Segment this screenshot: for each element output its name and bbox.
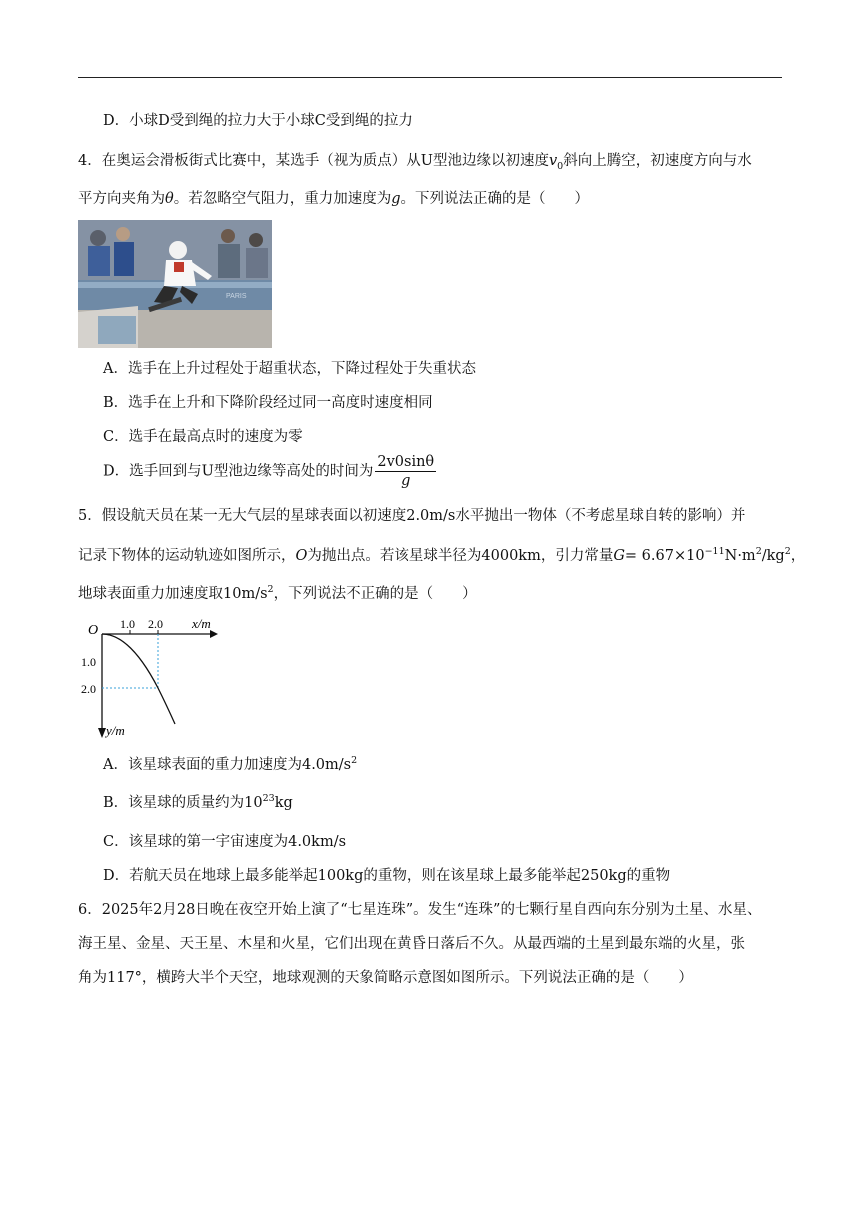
graph-y-tick-2: 2.0 (81, 682, 96, 696)
q3-option-d[interactable]: D．小球D受到绳的拉力大于小球C受到绳的拉力 (103, 113, 413, 129)
trajectory-graph (78, 612, 228, 742)
q6-stem-line3: 角为117°，横跨大半个天空，地球观测的天象简略示意图如图所示。下列说法正确的是（ ） (78, 970, 693, 986)
q4-option-c[interactable]: C．选手在最高点时的速度为零 (103, 429, 303, 445)
q5-stem-line3: 地球表面重力加速度取$10m/s^2$，下列说法不正确的是（ ） (78, 584, 477, 602)
graph-origin-label: O (88, 623, 99, 638)
q4-stem-line1: 4．在奥运会滑板街式比赛中，某选手（视为质点）从U型池边缘以初速度$v_0$斜向上腾空，初速度方向与水 (78, 153, 752, 172)
q5-option-b[interactable]: B．该星球的质量约为$10^{23}kg$ (103, 793, 293, 811)
q4-stem-line2: 平方向夹角为θ。若忽略空气阻力，重力加速度为g。下列说法正确的是（ ） (78, 191, 590, 207)
graph-y-tick-1: 1.0 (81, 655, 96, 669)
graph-x-tick-2: 2.0 (148, 617, 163, 631)
q5-option-a[interactable]: A．该星球表面的重力加速度为$4.0m/s^2$ (103, 755, 358, 773)
graph-x-tick-1: 1.0 (120, 617, 135, 631)
q6-stem-line1: 6．2025年2月28日晚在夜空开始上演了“七星连珠”。发生“连珠”的七颗行星自西向东分别为土星、水星、 (78, 902, 762, 918)
header-rule (78, 77, 782, 78)
graph-y-axis-label: y/m (106, 723, 125, 738)
q5-stem-line2: 记录下物体的运动轨迹如图所示，O为抛出点。若该星球半径为4000km，引力常量$G= 6.67\times 10^{-11}N\cdot m^2/kg^2$， (78, 546, 806, 564)
q5-option-d[interactable]: D．若航天员在地球上最多能举起100kg的重物，则在该星球上最多能举起250kg的重物 (103, 868, 671, 884)
q5-option-c[interactable]: C．该星球的第一宇宙速度为4.0km/s (103, 834, 347, 850)
q6-stem-line2: 海王星、金星、天王星、木星和火星，它们出现在黄昏日落后不久。从最西端的土星到最东端的火星，张 (78, 936, 745, 952)
skateboard-photo (78, 220, 272, 348)
q5-stem-line1: 5．假设航天员在某一无大气层的星球表面以初速度2.0m/s水平抛出一物体（不考虑星球自转的影响）并 (78, 508, 746, 524)
q4-option-b[interactable]: B．选手在上升和下降阶段经过同一高度时速度相同 (103, 395, 433, 411)
paris-logo-text: PARIS (226, 293, 247, 300)
graph-x-axis-label: x/m (192, 616, 211, 631)
q4-option-d[interactable]: D．选手回到与U型池边缘等高处的时间为 $\frac{2v0\sin\theta}{g}$ (103, 454, 435, 489)
time-fraction: $\frac{2v0\sin\theta}{g}$ (377, 454, 435, 489)
q4-option-a[interactable]: A．选手在上升过程处于超重状态，下降过程处于失重状态 (103, 361, 476, 377)
